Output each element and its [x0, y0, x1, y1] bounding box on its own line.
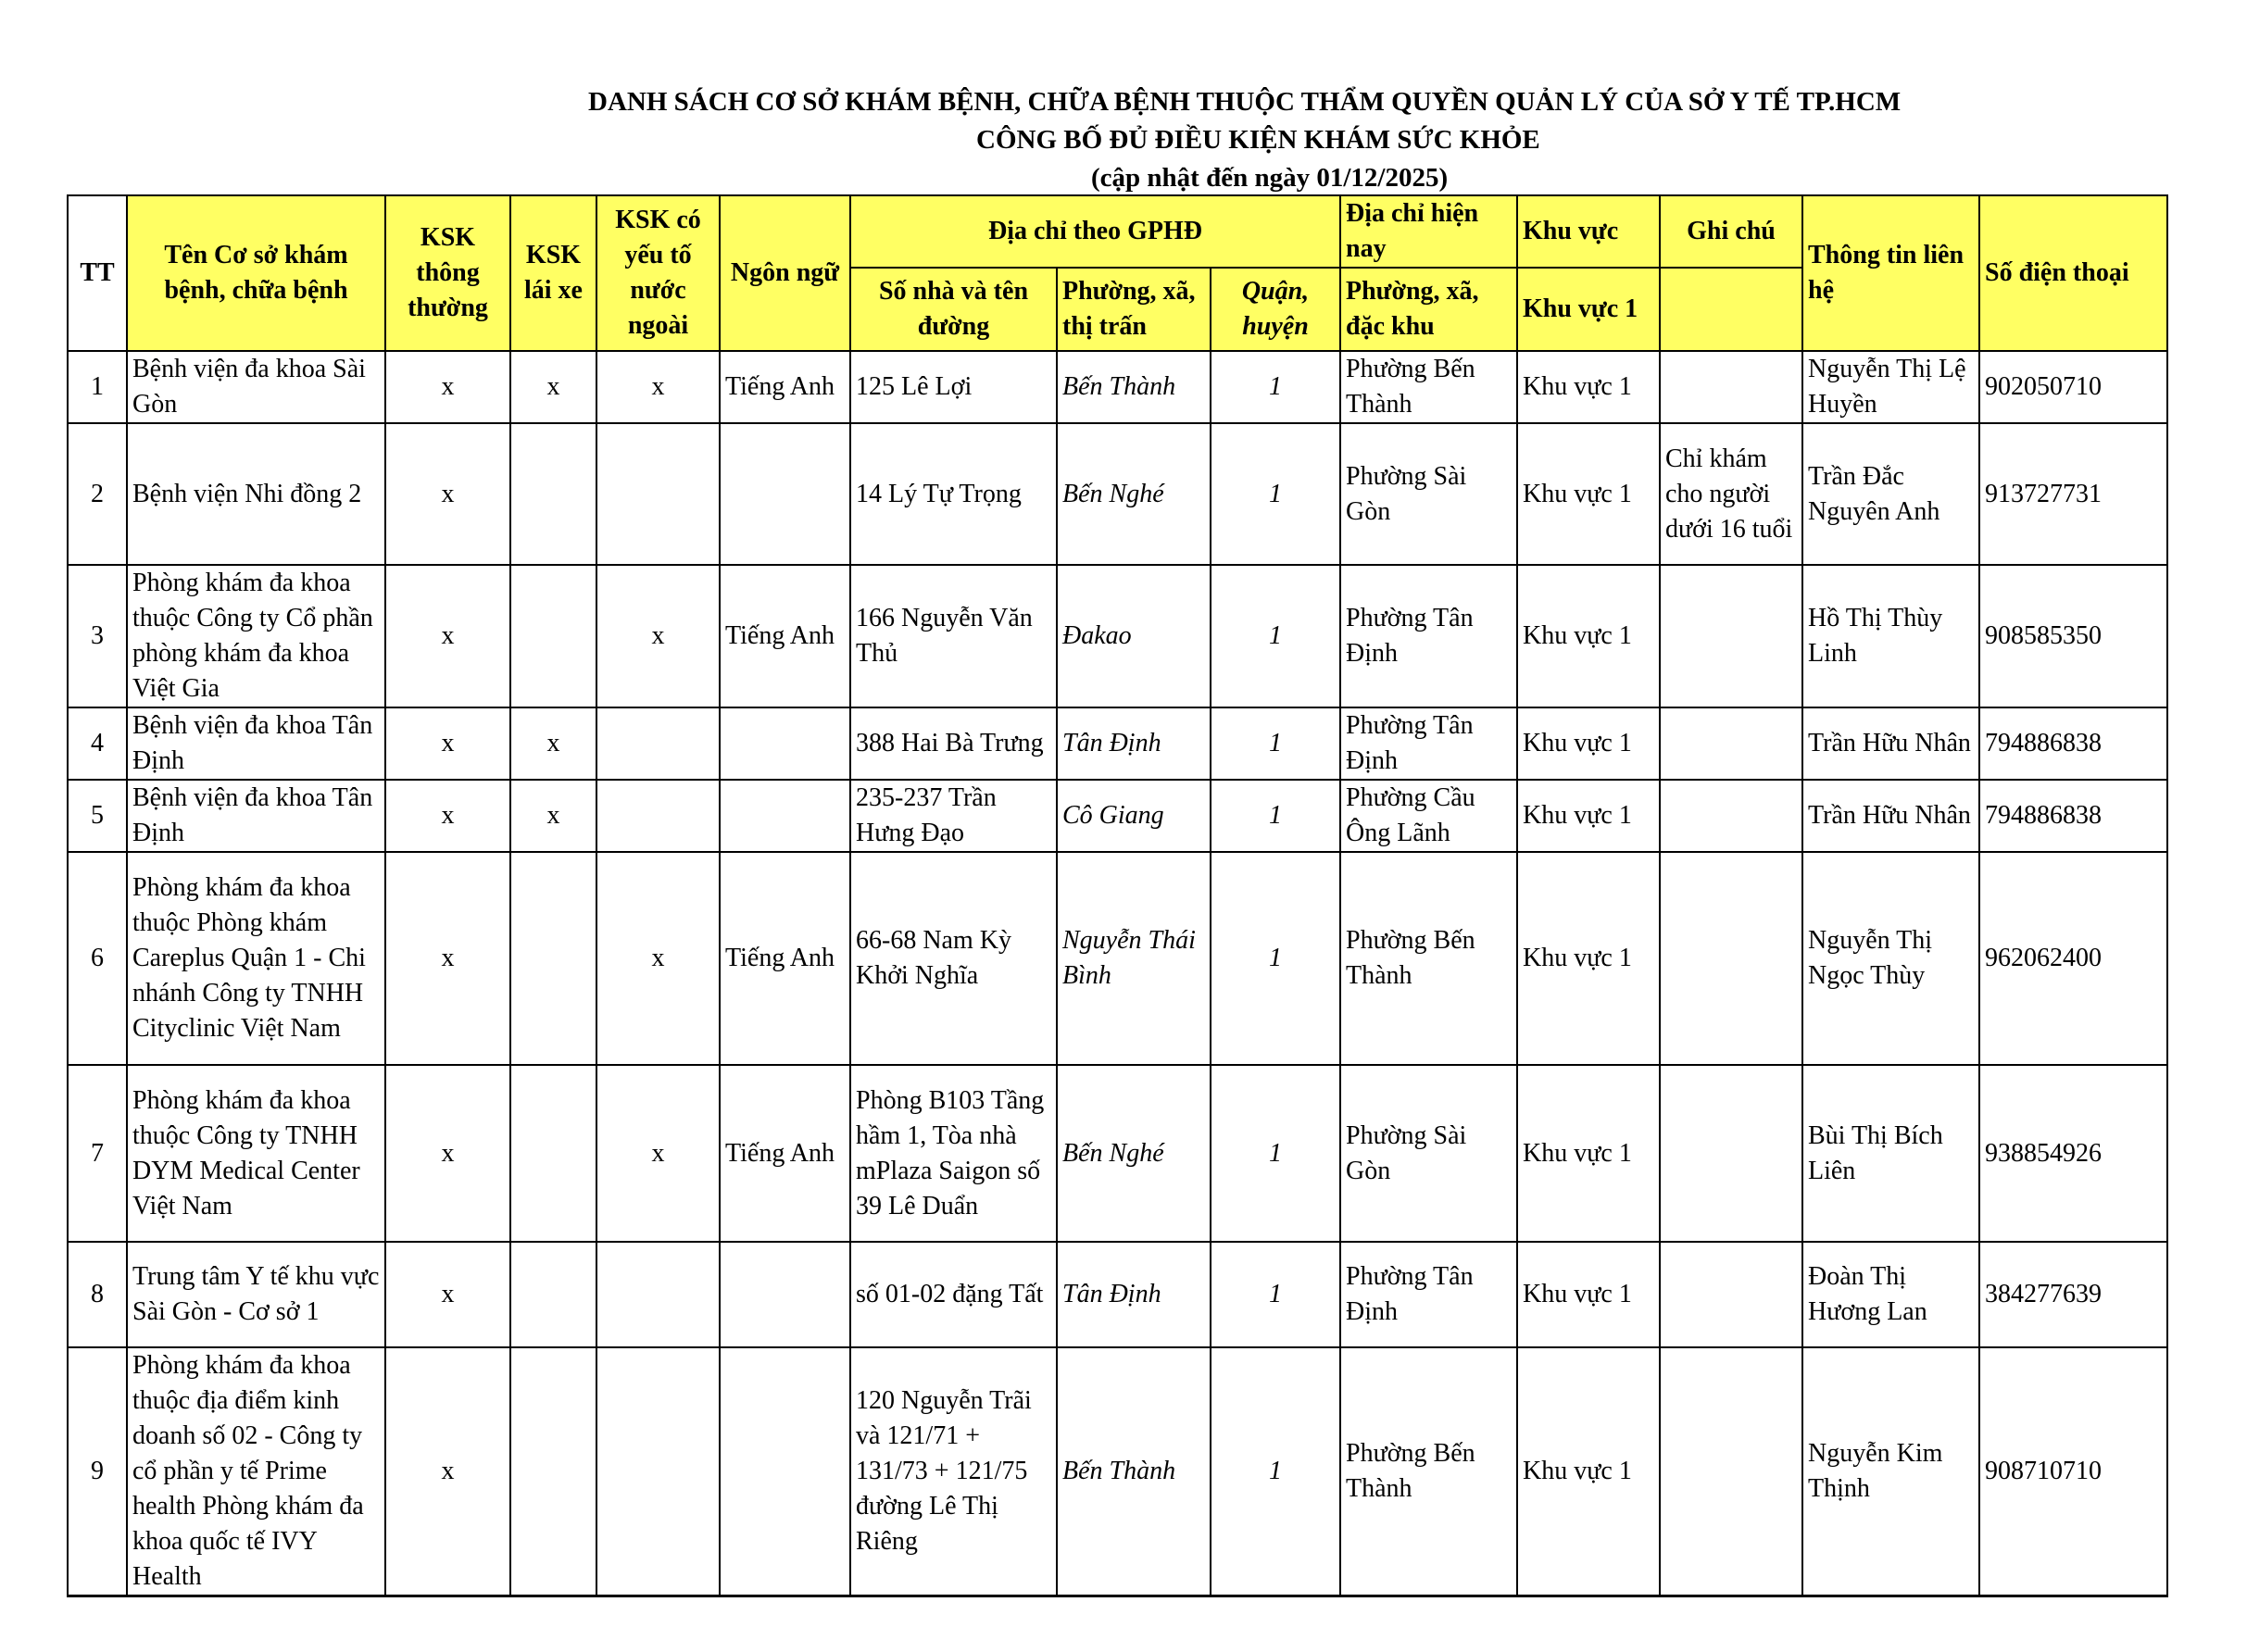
cell-phone: 908710710 — [1979, 1347, 2167, 1596]
table-row — [68, 1242, 2167, 1347]
header-note: Ghi chú — [1660, 195, 1802, 268]
cell-contact: Nguyễn Thị Lệ Huyền — [1802, 351, 1979, 423]
cell-district: 1 — [1211, 1347, 1340, 1596]
cell-region: Khu vực 1 — [1517, 707, 1660, 780]
cell-current-ward: Phường Tân Định — [1340, 1242, 1517, 1347]
cell-district: 1 — [1211, 423, 1340, 565]
cell-street: số 01-02 đặng Tất — [850, 1242, 1057, 1347]
cell-region: Khu vực 1 — [1517, 1347, 1660, 1596]
cell-note — [1660, 1065, 1802, 1242]
header-ksk-normal: KSK thông thường — [385, 195, 510, 351]
cell-phone: 962062400 — [1979, 852, 2167, 1065]
facility-table — [67, 194, 2168, 1597]
cell-ward: Bến Nghé — [1057, 1065, 1211, 1242]
cell-street: 125 Lê Lợi — [850, 351, 1057, 423]
cell-ksk-foreign — [596, 707, 720, 780]
title-line-2: CÔNG BỐ ĐỦ ĐIỀU KIỆN KHÁM SỨC KHỎE — [976, 125, 1540, 155]
cell-language — [720, 1347, 850, 1596]
cell-region: Khu vực 1 — [1517, 780, 1660, 852]
cell-contact: Nguyễn Thị Ngọc Thùy — [1802, 852, 1979, 1065]
cell-current-ward: Phường Cầu Ông Lãnh — [1340, 780, 1517, 852]
cell-ward: Cô Giang — [1057, 780, 1211, 852]
cell-ksk-normal: x — [385, 1065, 510, 1242]
cell-district: 1 — [1211, 565, 1340, 707]
cell-ksk-normal: x — [385, 780, 510, 852]
header-note-blank — [1660, 268, 1802, 351]
cell-tt: 9 — [68, 1347, 127, 1596]
cell-ward: Tân Định — [1057, 707, 1211, 780]
cell-name: Phòng khám đa khoa thuộc Phòng khám Careplus Quận 1 - Chi nhánh Công ty TNHH Cityclinic Việt Nam — [127, 852, 385, 1065]
header-address-gphd: Địa chỉ theo GPHĐ — [850, 195, 1340, 268]
cell-ksk-driver: x — [510, 351, 596, 423]
cell-tt: 6 — [68, 852, 127, 1065]
cell-tt: 7 — [68, 1065, 127, 1242]
cell-ksk-driver — [510, 565, 596, 707]
cell-ksk-driver: x — [510, 780, 596, 852]
cell-district: 1 — [1211, 707, 1340, 780]
cell-name: Bệnh viện Nhi đồng 2 — [127, 423, 385, 565]
cell-ward: Đakao — [1057, 565, 1211, 707]
cell-ksk-normal: x — [385, 852, 510, 1065]
cell-region: Khu vực 1 — [1517, 852, 1660, 1065]
cell-note — [1660, 852, 1802, 1065]
table-header — [68, 195, 2167, 351]
cell-language: Tiếng Anh — [720, 351, 850, 423]
cell-current-ward: Phường Tân Định — [1340, 707, 1517, 780]
cell-ksk-driver — [510, 423, 596, 565]
cell-ksk-driver — [510, 1242, 596, 1347]
header-region: Khu vực — [1517, 195, 1660, 268]
cell-region: Khu vực 1 — [1517, 1242, 1660, 1347]
header-name: Tên Cơ sở khám bệnh, chữa bệnh — [127, 195, 385, 351]
cell-note — [1660, 780, 1802, 852]
cell-tt: 2 — [68, 423, 127, 565]
table-row — [68, 780, 2167, 852]
header-tt: TT — [68, 195, 127, 351]
header-current-ward: Phường, xã, đặc khu — [1340, 268, 1517, 351]
cell-name: Bệnh viện đa khoa Tân Định — [127, 707, 385, 780]
table-row — [68, 565, 2167, 707]
cell-current-ward: Phường Bến Thành — [1340, 351, 1517, 423]
header-region-value: Khu vực 1 — [1517, 268, 1660, 351]
cell-region: Khu vực 1 — [1517, 423, 1660, 565]
cell-phone: 902050710 — [1979, 351, 2167, 423]
cell-language: Tiếng Anh — [720, 852, 850, 1065]
cell-ksk-foreign — [596, 780, 720, 852]
header-street: Số nhà và tên đường — [850, 268, 1057, 351]
cell-district: 1 — [1211, 1065, 1340, 1242]
cell-tt: 1 — [68, 351, 127, 423]
cell-name: Phòng khám đa khoa thuộc Công ty TNHH DYM Medical Center Việt Nam — [127, 1065, 385, 1242]
cell-ksk-normal: x — [385, 707, 510, 780]
table-row — [68, 1065, 2167, 1242]
cell-name: Trung tâm Y tế khu vực Sài Gòn - Cơ sở 1 — [127, 1242, 385, 1347]
cell-ksk-driver — [510, 1065, 596, 1242]
cell-street: 14 Lý Tự Trọng — [850, 423, 1057, 565]
cell-ksk-foreign — [596, 1242, 720, 1347]
cell-contact: Trần Hữu Nhân — [1802, 780, 1979, 852]
header-ward: Phường, xã, thị trấn — [1057, 268, 1211, 351]
cell-note — [1660, 351, 1802, 423]
cell-phone: 794886838 — [1979, 780, 2167, 852]
cell-region: Khu vực 1 — [1517, 565, 1660, 707]
cell-name: Bệnh viện đa khoa Tân Định — [127, 780, 385, 852]
cell-language: Tiếng Anh — [720, 1065, 850, 1242]
cell-current-ward: Phường Bến Thành — [1340, 1347, 1517, 1596]
cell-ksk-normal: x — [385, 423, 510, 565]
cell-phone: 938854926 — [1979, 1065, 2167, 1242]
header-ksk-driver: KSK lái xe — [510, 195, 596, 351]
cell-phone: 908585350 — [1979, 565, 2167, 707]
cell-phone: 794886838 — [1979, 707, 2167, 780]
cell-current-ward: Phường Sài Gòn — [1340, 1065, 1517, 1242]
cell-ward: Tân Định — [1057, 1242, 1211, 1347]
cell-street: 120 Nguyễn Trãi và 121/71 + 131/73 + 121/75 đường Lê Thị Riêng — [850, 1347, 1057, 1596]
cell-current-ward: Phường Sài Gòn — [1340, 423, 1517, 565]
cell-tt: 5 — [68, 780, 127, 852]
cell-contact: Trần Đắc Nguyên Anh — [1802, 423, 1979, 565]
cell-ksk-normal: x — [385, 351, 510, 423]
cell-language — [720, 1242, 850, 1347]
cell-phone: 384277639 — [1979, 1242, 2167, 1347]
cell-region: Khu vực 1 — [1517, 351, 1660, 423]
cell-name: Phòng khám đa khoa thuộc Công ty Cổ phần phòng khám đa khoa Việt Gia — [127, 565, 385, 707]
cell-name: Phòng khám đa khoa thuộc địa điểm kinh doanh số 02 - Công ty cổ phần y tế Prime health Phòng khám đa khoa quốc tế IVY Health — [127, 1347, 385, 1596]
table-row — [68, 351, 2167, 423]
table-body — [68, 351, 2167, 1596]
table-row — [68, 1347, 2167, 1596]
cell-street: 388 Hai Bà Trưng — [850, 707, 1057, 780]
title-line-3: (cập nhật đến ngày 01/12/2025) — [1091, 163, 1449, 193]
cell-ksk-driver: x — [510, 707, 596, 780]
cell-ksk-normal: x — [385, 1347, 510, 1596]
header-language: Ngôn ngữ — [720, 195, 850, 351]
header-ksk-foreign: KSK có yếu tố nước ngoài — [596, 195, 720, 351]
cell-contact: Nguyễn Kim Thịnh — [1802, 1347, 1979, 1596]
cell-contact: Đoàn Thị Hương Lan — [1802, 1242, 1979, 1347]
cell-ksk-foreign: x — [596, 565, 720, 707]
cell-language — [720, 423, 850, 565]
cell-ksk-foreign: x — [596, 351, 720, 423]
cell-contact: Bùi Thị Bích Liên — [1802, 1065, 1979, 1242]
cell-name: Bệnh viện đa khoa Sài Gòn — [127, 351, 385, 423]
cell-note — [1660, 1242, 1802, 1347]
cell-district: 1 — [1211, 1242, 1340, 1347]
cell-street: Phòng B103 Tầng hầm 1, Tòa nhà mPlaza Saigon số 39 Lê Duẩn — [850, 1065, 1057, 1242]
cell-note — [1660, 565, 1802, 707]
cell-tt: 3 — [68, 565, 127, 707]
cell-street: 166 Nguyễn Văn Thủ — [850, 565, 1057, 707]
cell-ward: Bến Nghé — [1057, 423, 1211, 565]
cell-ward: Bến Thành — [1057, 1347, 1211, 1596]
cell-ward: Bến Thành — [1057, 351, 1211, 423]
table-row — [68, 423, 2167, 565]
header-contact: Thông tin liên hệ — [1802, 195, 1979, 351]
cell-ksk-driver — [510, 1347, 596, 1596]
cell-district: 1 — [1211, 780, 1340, 852]
cell-note: Chỉ khám cho người dưới 16 tuổi — [1660, 423, 1802, 565]
cell-ksk-foreign: x — [596, 852, 720, 1065]
cell-district: 1 — [1211, 351, 1340, 423]
cell-phone: 913727731 — [1979, 423, 2167, 565]
cell-language — [720, 780, 850, 852]
header-current-address: Địa chỉ hiện nay — [1340, 195, 1517, 268]
cell-ksk-driver — [510, 852, 596, 1065]
cell-ward: Nguyễn Thái Bình — [1057, 852, 1211, 1065]
cell-tt: 4 — [68, 707, 127, 780]
cell-contact: Hồ Thị Thùy Linh — [1802, 565, 1979, 707]
table-row — [68, 852, 2167, 1065]
cell-tt: 8 — [68, 1242, 127, 1347]
cell-street: 66-68 Nam Kỳ Khởi Nghĩa — [850, 852, 1057, 1065]
cell-current-ward: Phường Tân Định — [1340, 565, 1517, 707]
cell-current-ward: Phường Bến Thành — [1340, 852, 1517, 1065]
cell-ksk-foreign — [596, 423, 720, 565]
title-line-1: DANH SÁCH CƠ SỞ KHÁM BỆNH, CHỮA BỆNH THUỘC THẨM QUYỀN QUẢN LÝ CỦA SỞ Y TẾ TP.HCM — [588, 87, 1902, 117]
cell-ksk-normal: x — [385, 1242, 510, 1347]
cell-note — [1660, 707, 1802, 780]
cell-ksk-normal: x — [385, 565, 510, 707]
cell-region: Khu vực 1 — [1517, 1065, 1660, 1242]
header-phone: Số điện thoại — [1979, 195, 2167, 351]
header-district: Quận, huyện — [1211, 268, 1340, 351]
cell-ksk-foreign — [596, 1347, 720, 1596]
table-row — [68, 707, 2167, 780]
cell-language: Tiếng Anh — [720, 565, 850, 707]
cell-ksk-foreign: x — [596, 1065, 720, 1242]
cell-language — [720, 707, 850, 780]
cell-note — [1660, 1347, 1802, 1596]
cell-district: 1 — [1211, 852, 1340, 1065]
cell-contact: Trần Hữu Nhân — [1802, 707, 1979, 780]
cell-street: 235-237 Trần Hưng Đạo — [850, 780, 1057, 852]
